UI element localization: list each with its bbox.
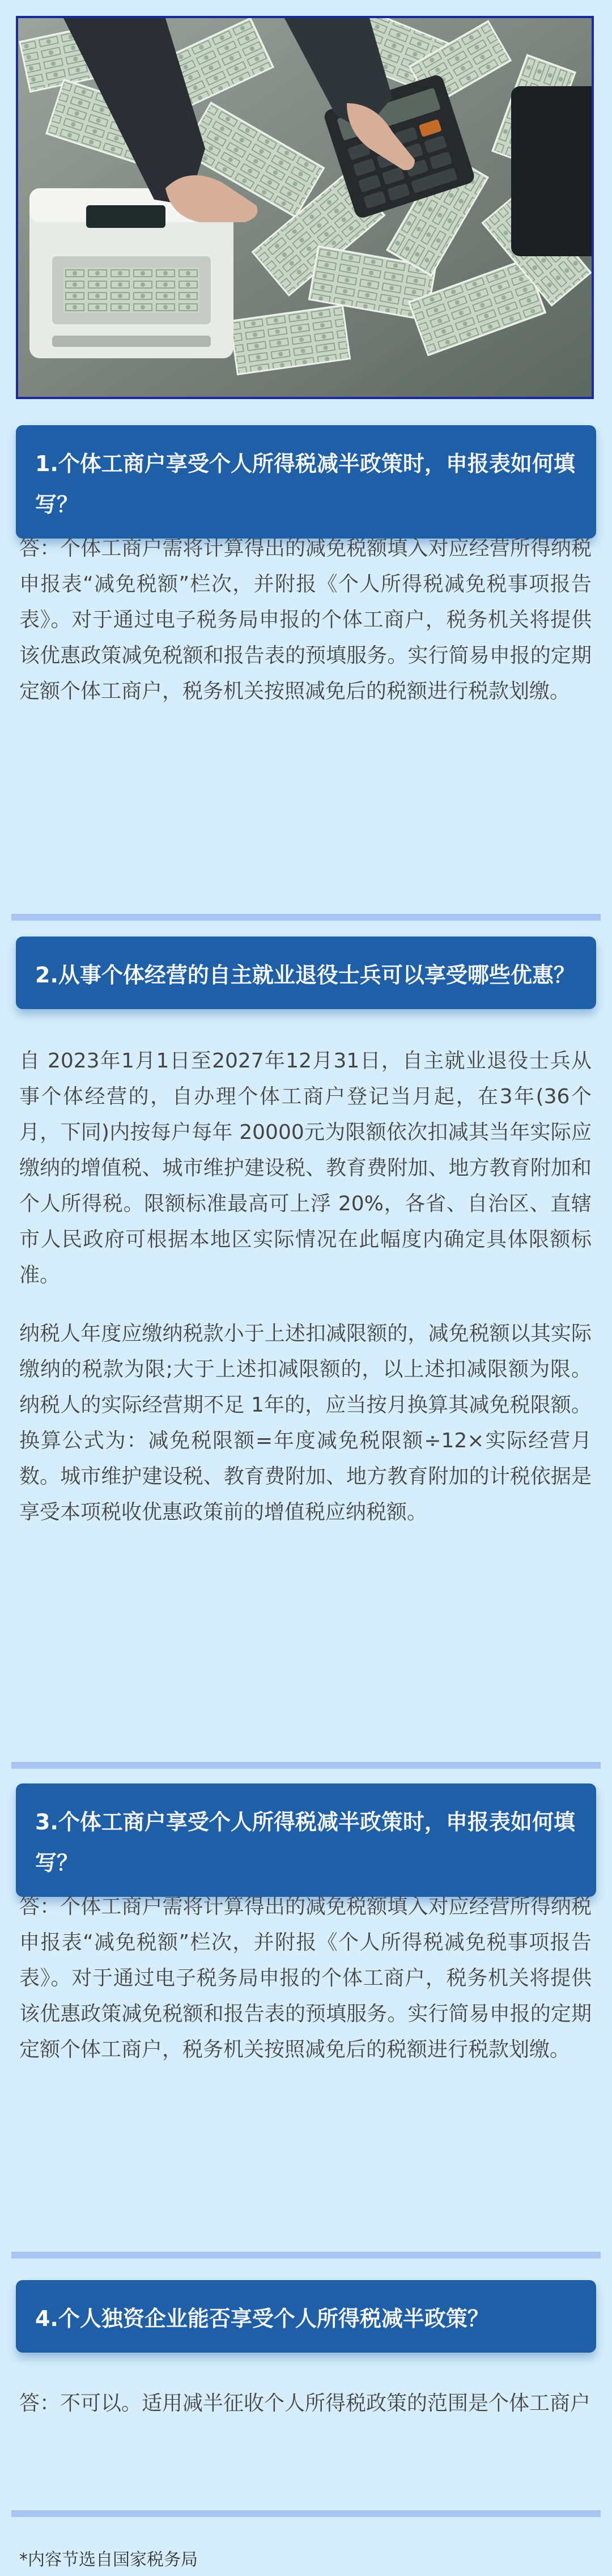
money-counting-illustration xyxy=(18,18,592,397)
question-card-4 xyxy=(16,2280,596,2353)
question-2-title: 2.从事个体经营的自主就业退役士兵可以享受哪些优惠？ xyxy=(35,963,575,988)
answer-2-paragraph-2: 纳税人年度应缴纳税款小于上述扣减限额的，减免税额以其实际缴纳的税款为限;大于上述扣减限额的，以上述扣减限额为限。纳税人的实际经营期不足 1年的，应当按月换算其减免税限额。换算公式为：减免税限额=年度减免税限额÷12×实际经营月数。城市维护建设税、教育费附加、地方教育附加的计税依据是享受本项税收优惠政策前的增值税应纳税额。 xyxy=(19,1322,592,1524)
answer-3-paragraph: 答：个体工商户需将计算得出的减免税额填入对应经营所得纳税申报表“减免税额”栏次，并附报《个人所得税减免税事项报告表》。对于通过电子税务局申报的个体工商户，税务机关将提供该优惠政策减免税额和报告表的预填服务。实行简易申报的定期定额个体工商户，税务机关按照减免后的税额进行税款划缴。 xyxy=(19,1895,592,2061)
question-4-title: 4.个人独资企业能否享受个人所得税减半政策？ xyxy=(35,2306,489,2331)
answer-4 xyxy=(19,2386,592,2421)
question-3-title: 3.个体工商户享受个人所得税减半政策时，申报表如何填写？ xyxy=(35,1810,575,1875)
source-footnote: *内容节选自国家税务局 xyxy=(19,2550,198,2570)
answer-3 xyxy=(19,1889,592,2067)
question-card-3 xyxy=(16,1783,596,1897)
answer-2-paragraph-1: 自 2023年1月1日至2027年12月31日，自主就业退役士兵从事个体经营的，自办理个体工商户登记当月起，在3年(36个月，下同)内按每户每年 20000元为限额依次扣减其当年实际应缴纳的增值税、城市维护建设税、教育费附加、地方教育附加和个人所得税。限额标准最高可上浮 20%，各省、自治区、直辖市人民政府可根据本地区实际情况在此幅度内确定具体限额标准。 xyxy=(19,1049,592,1287)
section-divider xyxy=(11,1762,601,1769)
answer-2 xyxy=(19,1043,592,1530)
section-divider xyxy=(11,2510,601,2517)
question-card-2 xyxy=(16,937,596,1009)
answer-1-paragraph: 答：个体工商户需将计算得出的减免税额填入对应经营所得纳税申报表“减免税额”栏次，并附报《个人所得税减免税事项报告表》。对于通过电子税务局申报的个体工商户，税务机关将提供该优惠政策减免税额和报告表的预填服务。实行简易申报的定期定额个体工商户，税务机关按照减免后的税额进行税款划缴。 xyxy=(19,537,592,703)
answer-4-paragraph: 答：不可以。适用减半征收个人所得税政策的范围是个体工商户 xyxy=(19,2392,591,2415)
hero-photo xyxy=(16,16,594,399)
answer-1 xyxy=(19,531,592,709)
question-1-title: 1.个体工商户享受个人所得税减半政策时，申报表如何填写？ xyxy=(35,451,575,517)
section-divider xyxy=(11,914,601,921)
question-card-1 xyxy=(16,425,596,539)
section-divider xyxy=(11,2252,601,2259)
